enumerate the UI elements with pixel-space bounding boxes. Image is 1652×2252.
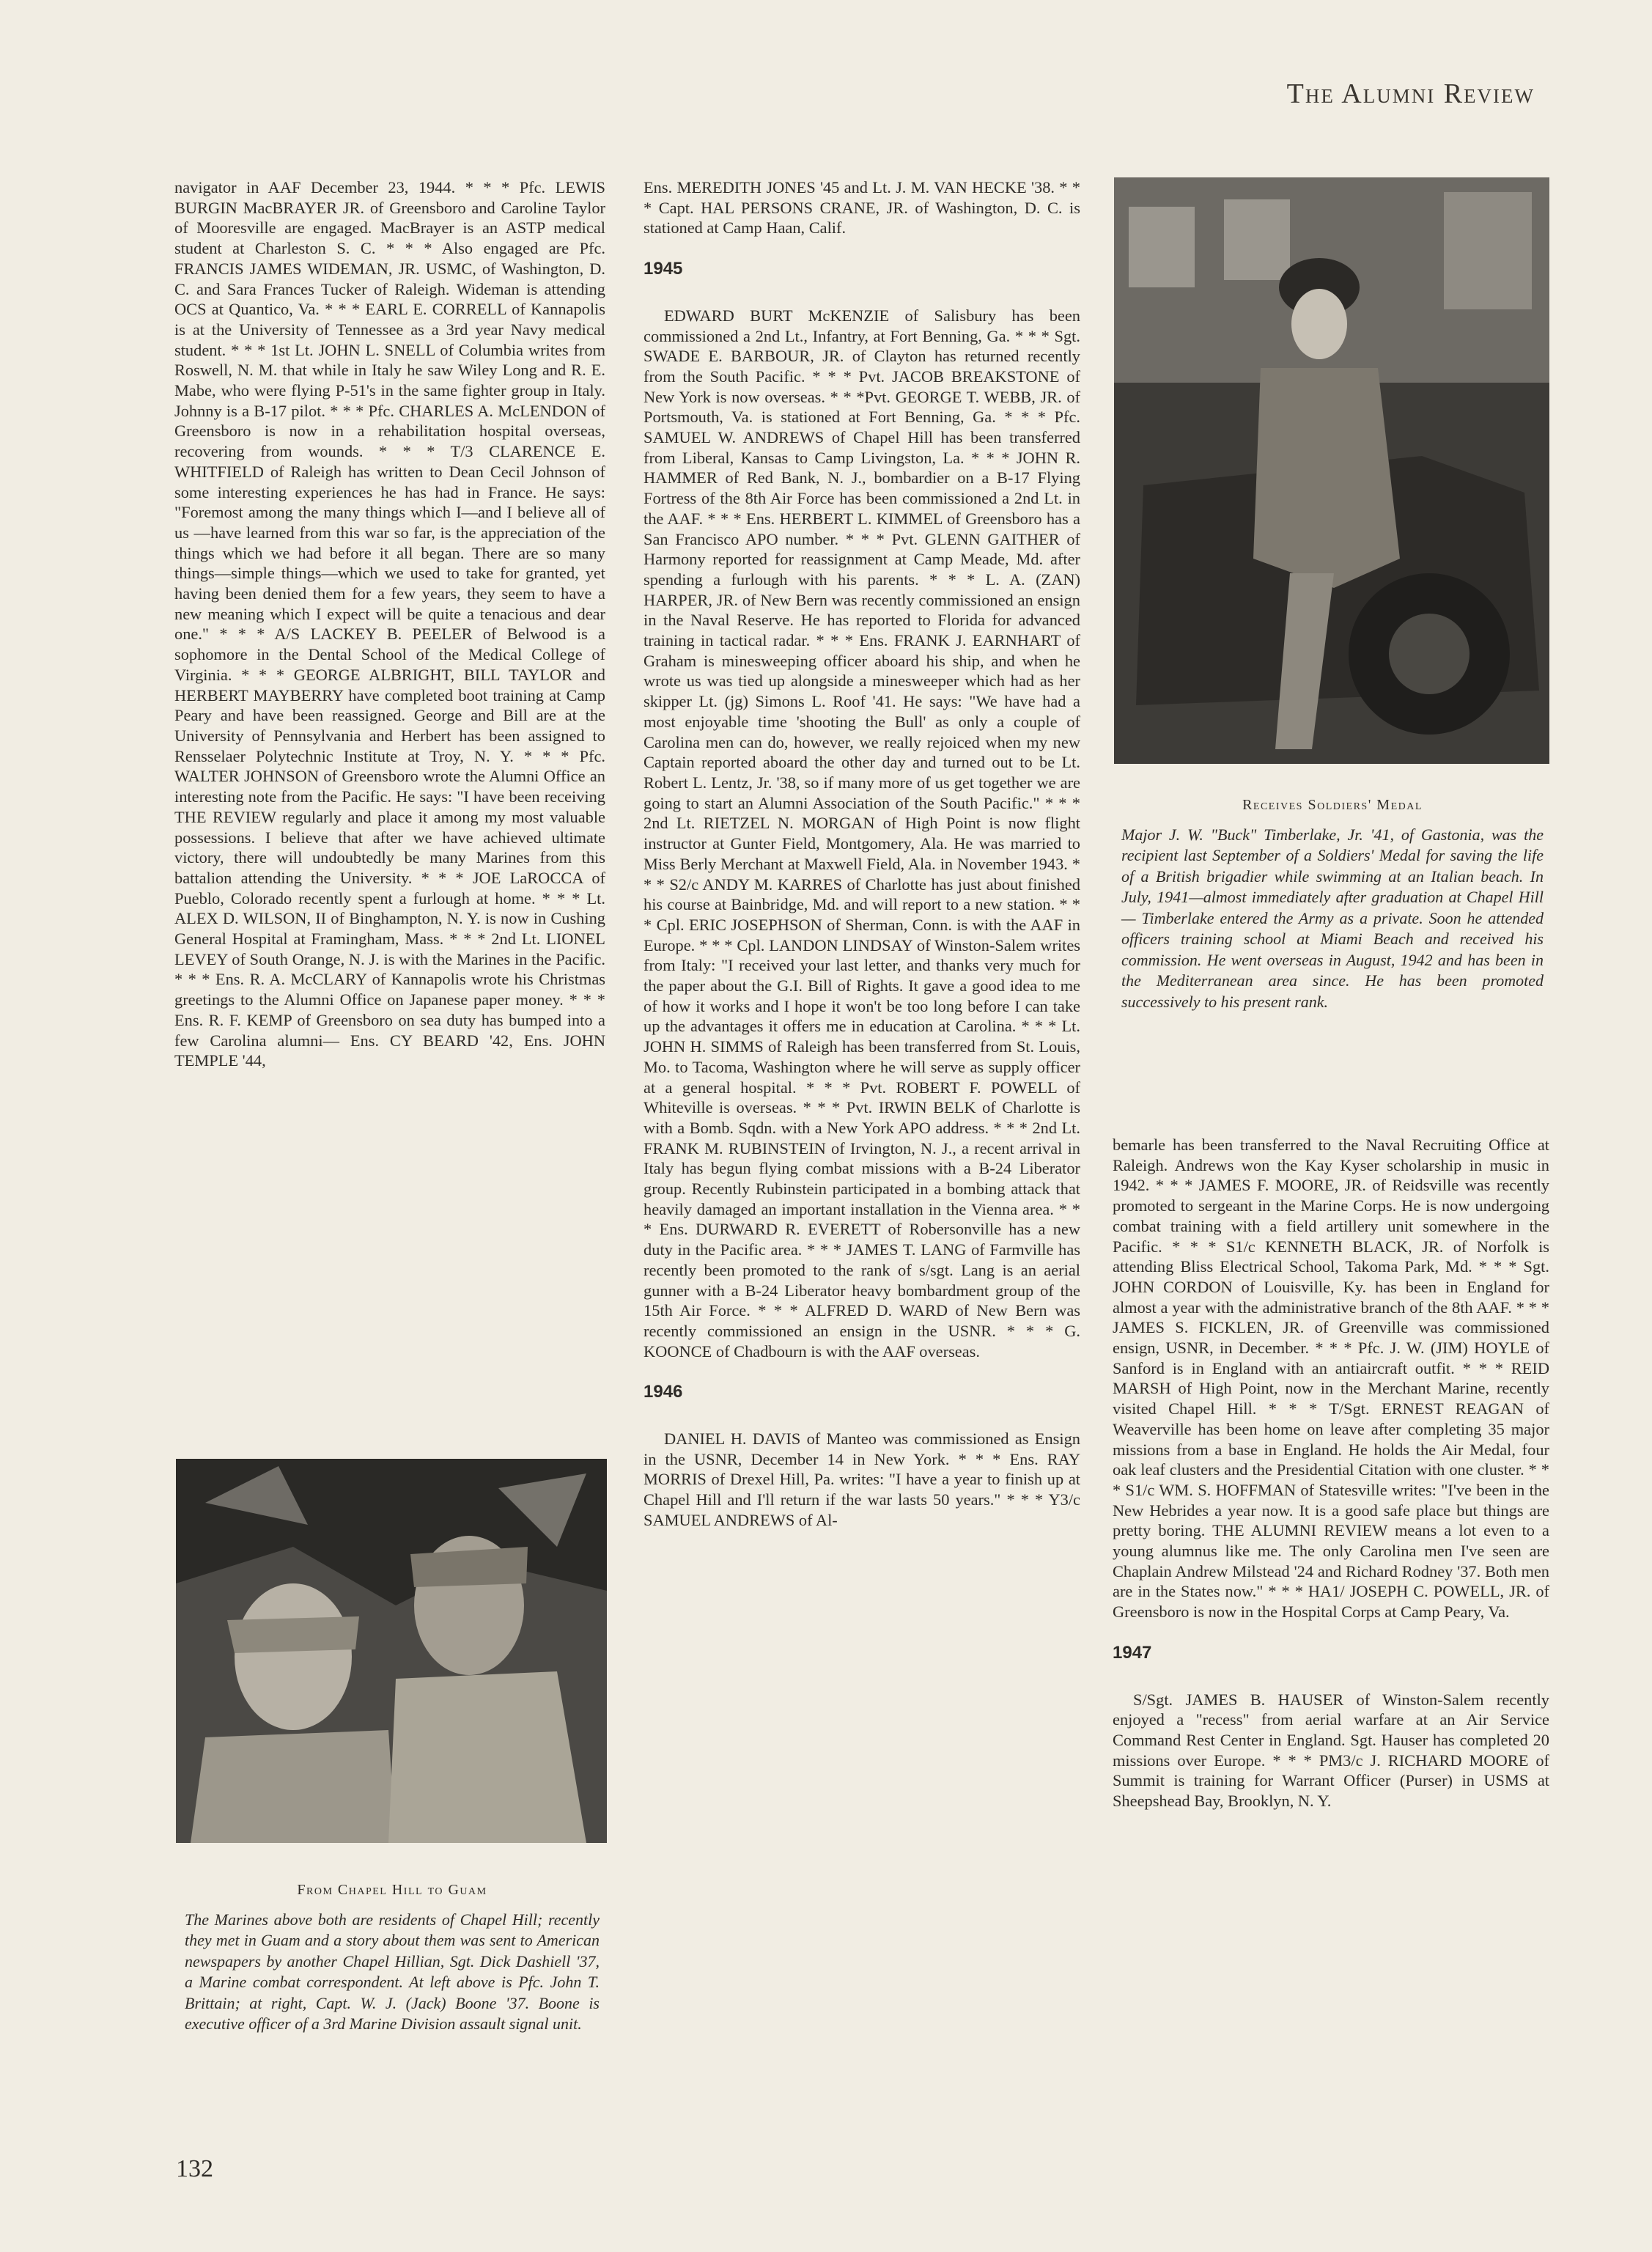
column-middle-1946-text: DANIEL H. DAVIS of Manteo was commissioned as Ensign in the USNR, December 14 in New York. * * * Ens. RAY MORRIS of Drexel Hill, Pa. writes: "I have a year to finish up at Chapel Hill and I'll return if the war lasts 50 years." * * * Y3/c SAMUEL ANDREWS of Al- bbox=[644, 1429, 1080, 1529]
column-right-1946-text: bemarle has been transferred to the Naval Recruiting Office at Raleigh. Andrews won the Kay Kyser scholarship in music in 1942. * * * JAMES F. MOORE, JR. of Reidsville was recently promoted to sergeant in the Marine Corps. He is now undergoing combat training with a field artillery unit somewhere in the Pacific. * * * S1/c KENNETH BLACK, JR. of Norfolk is attending Bliss Electrical School, Takoma Park, Md. * * * Sgt. JOHN CORDON of Louisville, Ky. has been in England for almost a year with the administrative branch of the 8th AAF. * * * JAMES S. FICKLEN, JR. of Greenville was commissioned ensign, USNR, in December. * * * Pfc. J. W. (JIM) HOYLE of Sanford is in England with an antiaircraft outfit. * * * REID MARSH of High Point, now in the Merchant Marine, recently visited Chapel Hill. * * * T/Sgt. ERNEST REAGAN of Weaverville has been home on leave after completing 35 major missions from a base in England. He holds the Air Medal, four oak leaf clusters and the Presidential Citation with one cluster. * * * S1/c WM. S. HOFFMAN of Statesville writes: "I've been in the New Hebrides a year now. It is a good safe place but things are pretty boring. THE ALUMNI REVIEW means a lot even to a young alumnus like me. The only Carolina men I've seen are Chaplain Andrew Milstead '24 and Richard Rodney '37. Both men are in the States now." * * * HA1/ JOSEPH C. POWELL, JR. of Greensboro is now in the Hospital Corps at Camp Peary, Va. bbox=[1113, 1136, 1549, 1622]
caption-soldiers-medal-title: Receives Soldiers' Medal bbox=[1242, 797, 1423, 813]
article-column-left bbox=[174, 177, 605, 1071]
page-number: 132 bbox=[176, 2155, 213, 2182]
column-right-1947-text: S/Sgt. JAMES B. HAUSER of Winston-Salem recently enjoyed a "recess" from aerial warfare at an Air Service Command Rest Center in England. Sgt. Hauser has completed 20 missions over Europe. * * * PM3/c J. RICHARD MOORE of Summit is training for Warrant Officer (Purser) in USMS at Sheepshead Bay, Brooklyn, N. Y. bbox=[1113, 1690, 1549, 1811]
article-column-right bbox=[1113, 1135, 1549, 1811]
article-column-middle bbox=[644, 177, 1080, 1531]
photo-marines-guam bbox=[176, 1459, 607, 1843]
column-middle-intro-text: Ens. MEREDITH JONES '45 and Lt. J. M. VAN HECKE '38. * * * Capt. HAL PERSONS CRANE, JR. of Washington, D. C. is stationed at Camp Haan, Calif. bbox=[644, 178, 1080, 238]
caption-guam-title: From Chapel Hill to Guam bbox=[297, 1882, 487, 1898]
page-header-title: The Alumni Review bbox=[1286, 78, 1535, 109]
column-middle-1945-text: EDWARD BURT McKENZIE of Salisbury has been commissioned a 2nd Lt., Infantry, at Fort Benning, Ga. * * * Sgt. SWADE E. BARBOUR, JR. of Clayton has returned recently from the South Pacific. * * * Pvt. JACOB BREAKSTONE of New York is now overseas. * * *Pvt. GEORGE T. WEBB, JR. of Portsmouth, Va. is stationed at Fort Benning, Ga. * * * Pfc. SAMUEL W. ANDREWS of Chapel Hill has been transferred from Liberal, Kansas to Camp Livingston, La. * * * JOHN R. HAMMER of Red Bank, N. J., bombardier on a B-17 Flying Fortress of the 8th Air Force has been commissioned a 2nd Lt. in the AAF. * * * Ens. HERBERT L. KIMMEL of Greensboro has a San Francisco APO number. * * * Pvt. GLENN GAITHER of Harmony reported for reassignment at Camp Meade, Md. after spending a furlough with his parents. * * * L. A. (ZAN) HARPER, JR. of New Bern was recently commissioned an ensign in the Naval Reserve. He has reported to Florida for advanced training in tactical radar. * * * Ens. FRANK J. EARNHART of Graham is minesweeping officer aboard his ship, and when he wrote us was tied up alongside a minesweeper which had as her skipper Lt. (jg) Simons L. Roof '41. He says: "We have had a most enjoyable time 'shooting the Bull' as only a couple of Carolina men can do, however, we really rejoiced when my new Captain reported aboard the other day and turned out to be Lt. Robert L. Lentz, Jr. '38, so if many more of us get together we are going to start an Alumni Association of the South Pacific." * * * 2nd Lt. RIETZEL N. MORGAN of High Point is now flight instructor at Gunter Field, Montgomery, Ala. He was married to Miss Berly Merchant at Maxwell Field, Ala. in November 1943. * * * S2/c ANDY M. KARRES of Charlotte has just about finished his course at Bainbridge, Md. and will report to a new station. * * * Cpl. ERIC JOSEPHSON of Sherman, Conn. is with the AAF in Europe. * * * Cpl. LANDON LINDSAY of Winston-Salem writes from Italy: "I received your last letter, and thanks very much for the paper about the G.I. Bill of Rights. It gave a good idea to me of how it works and I hope it won't be too long before I can take up the advantages it offers me in education at Carolina. * * * Lt. JOHN H. SIMMS of Raleigh has been transferred from St. Louis, Mo. to Tacoma, Washington where he will serve as supply officer at a general hospital. * * * Pvt. ROBERT F. POWELL of Whiteville is overseas. * * * Pvt. IRWIN BELK of Charlotte is with a Bomb. Sqdn. with a New York APO address. * * * 2nd Lt. FRANK M. RUBINSTEIN of Irvington, N. J., a recent arrival in Italy has begun flying combat missions with a B-24 Liberator group. Recently Rubinstein participated in a bombing attack that heavily damaged an important installation in the Vienna area. * * * Ens. DURWARD R. EVERETT of Robersonville has a new duty in the Pacific area. * * * JAMES T. LANG of Farmville has recently been promoted to the rank of s/sgt. Lang is an aerial gunner with a B-24 Liberator heavy bombardment group of the 15th Air Force. * * * ALFRED D. WARD of New Bern was recently commissioned an ensign in the USNR. * * * G. KOONCE of Chadbourn is with the AAF overseas. bbox=[644, 306, 1080, 1361]
column-left-text: navigator in AAF December 23, 1944. * * * Pfc. LEWIS BURGIN MacBRAYER JR. of Greensboro and Caroline Taylor of Mooresville are engaged. MacBrayer is an ASTP medical student at Charleston S. C. * * * Also engaged are Pfc. FRANCIS JAMES WIDEMAN, JR. USMC, of Washington, D. C. and Sara Frances Tucker of Raleigh. Wideman is attending OCS at Quantico, Va. * * * EARL E. CORRELL of Kannapolis is at the University of Tennessee as a 3rd year Navy medical student. * * * 1st Lt. JOHN L. SNELL of Columbia writes from Roswell, N. M. that while in Italy he saw Wiley Long and R. E. Mabe, who were flying P-51's in the same fighter group in Italy. Johnny is a B-17 pilot. * * * Pfc. CHARLES A. McLENDON of Greensboro is now in a rehabilitation hospital overseas, recovering from wounds. * * * T/3 CLARENCE E. WHITFIELD of Raleigh has written to Dean Cecil Johnson of some interesting experiences he has had in France. He says: "Foremost among the many things which I—and I believe all of us —have learned from this war so far, is the appreciation of the things which we had before it all began. There are so many things—simple things—which we used to take for granted, yet having been denied them for a few years, they seem to have a new meaning which I expect will be quite a tenacious and dear one." * * * A/S LACKEY B. PEELER of Belwood is a sophomore in the Dental School of the Medical College of Virginia. * * * GEORGE ALBRIGHT, BILL TAYLOR and HERBERT MAYBERRY have completed boot training at Camp Peary and have been reassigned. George and Bill are at the University of Pennsylvania and Herbert has been assigned to Rensselaer Polytechnic Institute at Troy, N. Y. * * * Pfc. WALTER JOHNSON of Greensboro wrote the Alumni Office an interesting note from the Pacific. He says: "I have been receiving THE REVIEW regularly and place it among my most valuable possessions. I believe that after we have achieved ultimate victory, there will undoubtedly be many Marines from this battalion attending the University. * * * JOE LaROCCA of Pueblo, Colorado recently spent a furlough at home. * * * Lt. ALEX D. WILSON, II of Binghampton, N. Y. is now in Cushing General Hospital at Framingham, Mass. * * * 2nd Lt. LIONEL LEVEY of South Orange, N. J. is with the Marines in the Pacific. * * * Ens. R. A. McCLARY of Kannapolis wrote his Christmas greetings to the Alumni Office on Japanese paper money. * * * Ens. R. F. KEMP of Greensboro on sea duty has bumped into a few Carolina alumni— Ens. CY BEARD '42, Ens. JOHN TEMPLE '44, bbox=[174, 178, 605, 1070]
photo-officer-on-jeep bbox=[1114, 177, 1549, 764]
caption-guam-body: The Marines above both are residents of Chapel Hill; recently they met in Guam and a story about them was sent to American newspapers by another Chapel Hillian, Sgt. Dick Dashiell '37, a Marine combat correspondent. At left above is Pfc. John T. Brittain; at right, Capt. W. J. (Jack) Boone '37. Boone is executive officer of a 3rd Marine Division assault signal unit. bbox=[185, 1910, 600, 2033]
photo-officer-on-jeep-image bbox=[1114, 177, 1549, 764]
photo-marines-guam-image bbox=[176, 1459, 607, 1843]
caption-chapel-hill-to-guam bbox=[185, 1880, 600, 2035]
caption-soldiers-medal bbox=[1121, 795, 1544, 1012]
section-heading-1946: 1946 bbox=[644, 1382, 683, 1402]
section-heading-1945: 1945 bbox=[644, 259, 683, 279]
section-heading-1947: 1947 bbox=[1113, 1642, 1152, 1663]
caption-soldiers-medal-body: Major J. W. "Buck" Timberlake, Jr. '41, of Gastonia, was the recipient last September of a Soldiers' Medal for saving the life of a British brigadier while swimming at an Italian beach. In July, 1941—almost immediately after graduation at Chapel Hill — Timberlake entered the Army as a private. Soon he attended officers training school at Miami Beach and received his commission. He went overseas in August, 1942 and has been in the Mediterranean area since. He has been promoted successively to his present rank. bbox=[1121, 825, 1544, 1011]
